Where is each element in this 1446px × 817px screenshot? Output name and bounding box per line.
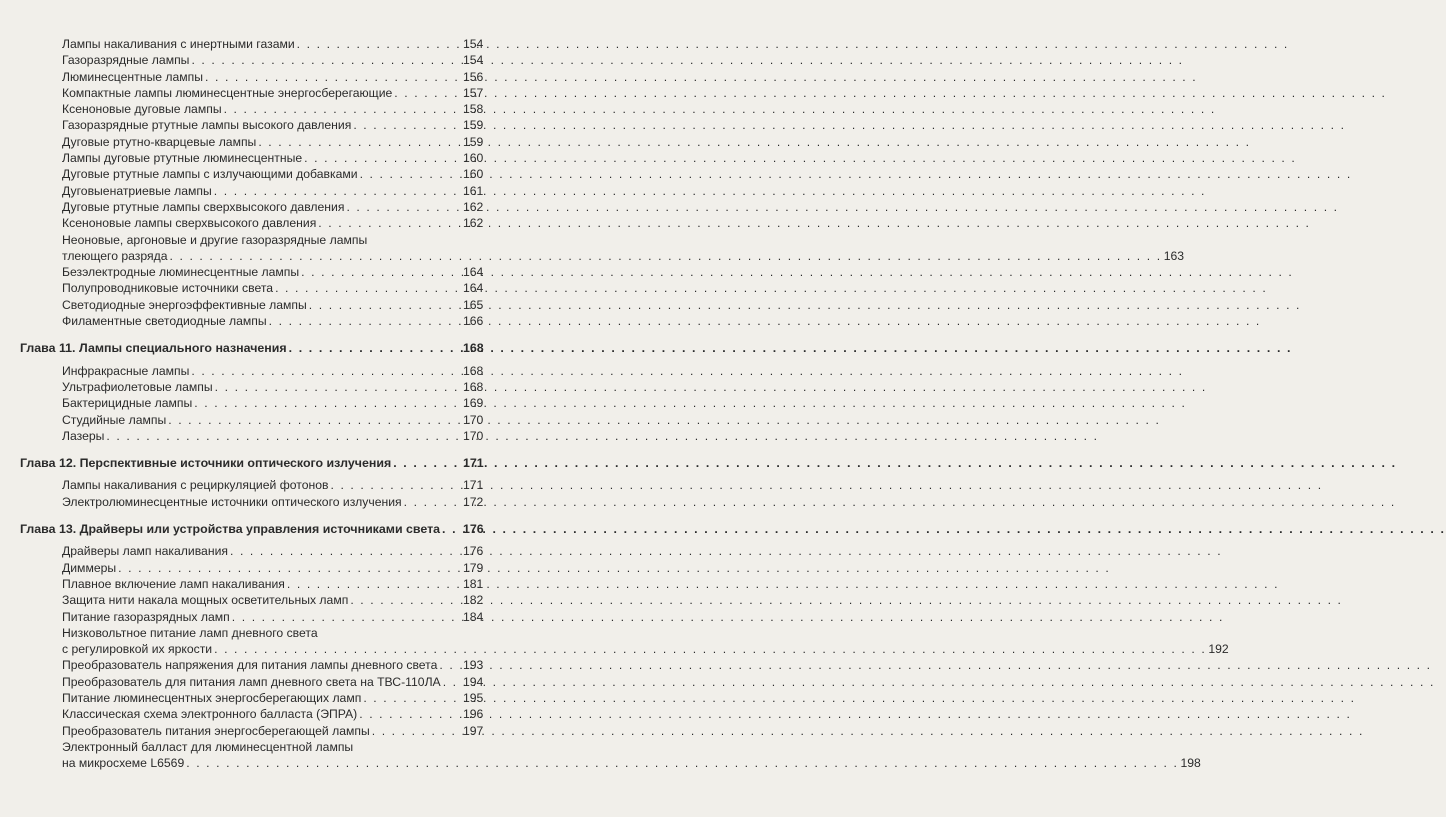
dot-leader — [168, 412, 461, 428]
entry-title: Безэлектродные люминесцентные лампы — [62, 265, 300, 280]
entry-title: Лазеры — [62, 428, 105, 443]
toc-entry — [0, 69, 521, 85]
entry-title: Лампы накаливания с рециркуляцией фотонов — [62, 478, 329, 493]
entry-title: Преобразователь питания энергосберегающей лампы — [62, 723, 370, 738]
toc-entry — [0, 215, 521, 231]
entry-title-line2: тлеющего разряда — [62, 248, 168, 263]
toc-entry — [0, 101, 521, 117]
entry-title: Дуговые ртутно-кварцевые лампы — [62, 134, 257, 149]
dot-leader — [287, 576, 461, 592]
dot-leader — [350, 592, 461, 608]
page-number: 166 — [463, 314, 484, 329]
toc-entry — [0, 674, 521, 690]
chapter-heading — [0, 340, 521, 356]
dot-leader — [215, 379, 461, 395]
toc-entry — [0, 494, 521, 510]
page-number: 159 — [463, 118, 484, 133]
dot-leader — [304, 150, 461, 166]
dot-leader — [346, 199, 461, 215]
toc-entry — [0, 199, 521, 215]
toc-entry — [0, 706, 521, 722]
page-number: 169 — [463, 396, 484, 411]
dot-leader — [289, 340, 461, 356]
entry-title: Дуговыенатриевые лампы — [62, 183, 212, 198]
toc-entry — [0, 85, 521, 101]
entry-title: Глава 13. Драйверы или устройства управления источниками света — [20, 522, 441, 537]
toc-entry — [0, 428, 521, 444]
toc-entry — [0, 297, 521, 313]
toc-entry — [0, 280, 521, 296]
dot-leader — [230, 543, 461, 559]
entry-title: Бактерицидные лампы — [62, 396, 193, 411]
page-number: 171 — [463, 456, 484, 471]
toc-entry — [0, 134, 521, 150]
dot-leader — [191, 363, 461, 379]
page-number: 159 — [463, 134, 484, 149]
page-number: 170 — [463, 412, 484, 427]
dot-leader — [214, 183, 461, 199]
page-number: 192 — [1208, 642, 1229, 657]
dot-leader — [224, 101, 461, 117]
toc-entry — [0, 412, 521, 428]
entry-title: Ксеноновые лампы сверхвысокого давления — [62, 216, 317, 231]
toc-entry — [0, 52, 521, 68]
dot-leader — [269, 313, 461, 329]
toc-entry — [0, 379, 521, 395]
toc-entry — [0, 690, 521, 706]
entry-title-line2: на микросхеме L6569 — [62, 756, 185, 771]
toc-entry — [0, 543, 521, 559]
toc-entry — [0, 560, 521, 576]
toc-entry — [0, 723, 521, 739]
page-number: 179 — [463, 560, 484, 575]
toc-entry-text — [62, 232, 1184, 265]
page-number: 171 — [463, 478, 484, 493]
page-number: 184 — [463, 609, 484, 624]
entry-title: Компактные лампы люминесцентные энергосберегающие — [62, 85, 393, 100]
entry-title-line1: Неоновые, аргоновые и другие газоразрядные лампы — [62, 232, 368, 247]
page-number: 168 — [463, 341, 484, 356]
toc-entry — [0, 592, 521, 608]
page-number: 182 — [463, 593, 484, 608]
entry-title: Филаментные светодиодные лампы — [62, 314, 267, 329]
entry-title: Глава 11. Лампы специального назначения — [20, 341, 287, 356]
page-number: 172 — [463, 494, 484, 509]
dot-leader — [359, 706, 461, 722]
page-number: 154 — [463, 53, 484, 68]
dot-leader — [275, 280, 461, 296]
page-number: 176 — [463, 522, 484, 537]
entry-title: Драйверы ламп накаливания — [62, 544, 228, 559]
page-number: 161 — [463, 183, 484, 198]
entry-title: Глава 12. Перспективные источники оптического излучения — [20, 456, 392, 471]
entry-title: Инфракрасные лампы — [62, 363, 190, 378]
dot-leader — [330, 477, 461, 493]
toc-entry — [0, 150, 521, 166]
page-number: 160 — [463, 151, 484, 166]
dot-leader — [106, 428, 461, 444]
page-number: 160 — [463, 167, 484, 182]
dot-leader — [394, 85, 461, 101]
dot-leader — [297, 36, 461, 52]
entry-title: Классическая схема электронного балласта (ЭПРА) — [62, 707, 358, 722]
entry-title: Полупроводниковые источники света — [62, 281, 274, 296]
entry-title-line1: Электронный балласт для люминесцентной лампы — [62, 739, 354, 754]
dot-leader — [258, 134, 461, 150]
dot-leader — [205, 69, 461, 85]
dot-leader — [186, 755, 1178, 771]
page-number: 193 — [463, 658, 484, 673]
toc-entry — [0, 395, 521, 411]
dot-leader — [191, 52, 461, 68]
dot-leader — [393, 455, 461, 471]
entry-title-line1: Низковольтное питание ламп дневного света — [62, 625, 318, 640]
page-number: 164 — [463, 265, 484, 280]
entry-title: Дуговые ртутные лампы сверхвысокого давления — [62, 199, 345, 214]
entry-title: Электролюминесцентные источники оптического излучения — [62, 494, 402, 509]
page-number: 197 — [463, 723, 484, 738]
dot-leader — [170, 248, 1162, 264]
dot-leader — [118, 560, 461, 576]
dot-leader — [194, 395, 461, 411]
dot-leader — [363, 690, 461, 706]
entry-title: Светодиодные энергоэффективные лампы — [62, 297, 307, 312]
entry-title: Люминесцентные лампы — [62, 69, 204, 84]
page-number: 195 — [463, 690, 484, 705]
dot-leader — [360, 166, 461, 182]
chapter-heading — [0, 455, 521, 471]
entry-title: Лампы накаливания с инертными газами — [62, 37, 295, 51]
toc-entry — [0, 363, 521, 379]
dot-leader — [442, 521, 461, 537]
toc-entry-text — [62, 625, 1229, 658]
toc-entry — [0, 36, 521, 52]
page-number: 196 — [463, 707, 484, 722]
page-number: 165 — [463, 297, 484, 312]
toc-entry — [0, 576, 521, 592]
toc-entry — [0, 232, 1185, 265]
page-number: 162 — [463, 199, 484, 214]
page-number: 158 — [463, 102, 484, 117]
entry-title-line2: с регулировкой их яркости — [62, 642, 213, 657]
toc-entry — [0, 657, 521, 673]
page-number: 154 — [463, 37, 484, 51]
dot-leader — [232, 609, 461, 625]
toc-entry — [0, 166, 521, 182]
page-number: 194 — [463, 674, 484, 689]
toc-entry-text — [62, 739, 1201, 772]
entry-title: Защита нити накала мощных осветительных ламп — [62, 593, 349, 608]
page-number: 164 — [463, 281, 484, 296]
entry-title: Дуговые ртутные лампы с излучающими добавками — [62, 167, 358, 182]
toc-entry — [0, 739, 1201, 772]
entry-title: Газоразрядные лампы — [62, 53, 190, 68]
page-number: 168 — [463, 379, 484, 394]
page-number: 198 — [1180, 756, 1201, 771]
dot-leader — [353, 117, 461, 133]
toc-entry — [0, 313, 521, 329]
entry-title: Диммеры — [62, 560, 117, 575]
entry-title: Питание люминесцентных энергосберегающих ламп — [62, 690, 362, 705]
page-number: 176 — [463, 544, 484, 559]
dot-leader — [439, 657, 461, 673]
entry-title: Преобразователь для питания ламп дневного света на ТВС-110ЛА — [62, 674, 441, 689]
entry-title: Ультрафиолетовые лампы — [62, 379, 213, 394]
toc-entry — [0, 117, 521, 133]
chapter-heading — [0, 521, 521, 537]
entry-title: Преобразователь напряжения для питания лампы дневного света — [62, 658, 438, 673]
page-number: 162 — [463, 216, 484, 231]
page-number: 181 — [463, 576, 484, 591]
toc-entry — [0, 264, 521, 280]
entry-title: Студийные лампы — [62, 412, 167, 427]
page-number: 156 — [463, 69, 484, 84]
toc-entry — [0, 625, 1229, 658]
page-number: 168 — [463, 363, 484, 378]
table-of-contents — [0, 36, 1229, 771]
entry-title: Лампы дуговые ртутные люминесцентные — [62, 151, 303, 166]
toc-entry — [0, 477, 521, 493]
entry-title: Питание газоразрядных ламп — [62, 609, 230, 624]
page-number: 157 — [463, 85, 484, 100]
entry-title: Плавное включение ламп накаливания — [62, 576, 285, 591]
dot-leader — [301, 264, 461, 280]
toc-entry — [0, 183, 521, 199]
page-number: 170 — [463, 428, 484, 443]
entry-title: Газоразрядные ртутные лампы высокого давления — [62, 118, 352, 133]
dot-leader — [309, 297, 461, 313]
dot-leader — [372, 723, 461, 739]
dot-leader — [404, 494, 461, 510]
toc-entry — [0, 609, 521, 625]
dot-leader — [443, 674, 461, 690]
dot-leader — [318, 215, 461, 231]
entry-title: Ксеноновые дуговые лампы — [62, 102, 222, 117]
dot-leader — [214, 641, 1206, 657]
page-number: 163 — [1163, 248, 1185, 263]
